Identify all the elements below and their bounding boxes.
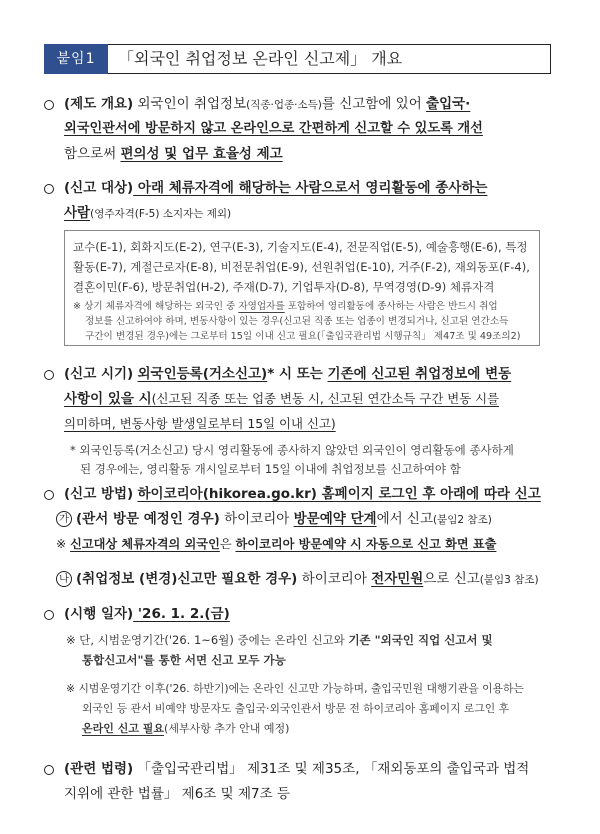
text-span: 「출입국관리법」 제31조 및 제35조, 「재외동포의 출입국과 법적 [133, 761, 530, 777]
emphasis-text: 하이코리아(hikorea.go.kr) 홈페이지 로그인 후 아래에 따라 신고 [137, 486, 541, 502]
text-span: 외국인이 취업정보 [133, 96, 247, 112]
emphasis-text: 기존에 신고된 취업정보에 변동 [327, 366, 512, 382]
method-heading: (신고 방법) [64, 486, 134, 502]
pilot-note-line-1 [66, 631, 493, 649]
method-line-1 [64, 484, 541, 504]
target-line-2 [64, 203, 231, 224]
effective-date-line [64, 604, 230, 624]
text-span: 에서 신고 [376, 511, 434, 527]
effective-date-heading: (시행 일자) [64, 606, 134, 622]
visa-list-line-2: 활동(E-7), 계절근로자(E-8), 비전문취업(E-9), 선원취업(E-10), 거주(F-2), 재외동포(F-4), [73, 260, 530, 274]
circle-bullet-icon [44, 490, 54, 500]
emphasis-text: 출입국· [426, 96, 471, 112]
circle-bullet-icon [44, 370, 54, 380]
law-heading: (관련 법령) [64, 761, 134, 777]
timing-line-2 [64, 389, 499, 409]
text-span: (붙임3 참조) [479, 574, 539, 586]
emphasis-text: 외국인등록(거소신고) [137, 366, 268, 382]
method-option-ga [56, 509, 492, 530]
visa-note-line-1 [73, 299, 498, 314]
post-pilot-note-line-2: 외국인 등 관서 비예약 방문자도 출입국·외국인관서 방문 전 하이코리아 홈페이지 로그인 후 [82, 702, 510, 715]
timing-line-3: 의미하며, 변동사항 발생일로부터 15일 이내 신고) [64, 416, 336, 431]
emphasis-text: 편의성 및 업무 효율성 제고 [120, 146, 283, 162]
law-line-1 [64, 759, 529, 779]
overview-line-1 [64, 94, 470, 115]
emphasis-text: 하이코리아 방문예약 시 자동으로 신고 화면 표출 [235, 537, 497, 551]
text-span: ※ [56, 537, 71, 551]
overview-heading: (제도 개요) [64, 96, 134, 112]
text-span: 은 [219, 537, 236, 551]
visa-list-line-3: 결혼이민(F-6), 방문취업(H-2), 주재(D-7), 기업투자(D-8), 무역경영(D-9) 체류자격 [73, 280, 495, 294]
emphasis-text: 기존 "외국인 직업 신고서 및 [348, 633, 493, 647]
method-note [56, 534, 496, 554]
circle-bullet-icon [44, 100, 54, 110]
overview-line-2: 외국인관서에 방문하지 않고 온라인으로 간편하게 신고할 수 있도록 개선 [64, 121, 483, 136]
text-span: * 시 또는 [267, 366, 328, 382]
section-header [44, 44, 551, 74]
timing-note-line-1: * 외국인등록(거소신고) 당시 영리활동에 종사하지 않았던 외국인이 영리활동에 종사하게 [70, 443, 514, 457]
text-span: 를 신고함에 있어 [321, 96, 427, 112]
visa-status-box [64, 230, 540, 346]
text-span: (세부사항 추가 안내 예정) [164, 722, 290, 735]
target-heading: (신고 대상) [64, 180, 134, 196]
text-span: (붙임2 참조) [433, 514, 492, 526]
emphasis-text: 사항이 있을 시 [64, 391, 152, 407]
target-line-1 [64, 178, 487, 198]
visa-note-line-2: 정보를 신고하여야 하며, 변동사항이 있는 경우(신고된 직종 또는 업종이 변경되거나, 신고된 연간소득 [85, 316, 509, 327]
text-span: (신고된 직종 또는 업종 변동 시, 신고된 연간소득 구간 변동 시를 [151, 391, 500, 406]
option-heading: (취업정보 (변경)신고만 필요한 경우) [76, 571, 298, 587]
option-heading: (관서 방문 예정인 경우) [76, 511, 220, 527]
emphasis-text: 전자민원 [371, 571, 424, 587]
circle-bullet-icon [44, 765, 54, 775]
text-span: (영주자격(F-5) 소지자는 제외) [90, 208, 232, 220]
circle-bullet-icon [44, 184, 54, 194]
law-line-2: 지위에 관한 법률」 제6조 및 제7조 등 [64, 786, 290, 802]
post-pilot-note-line-3 [82, 720, 289, 738]
circle-bullet-icon [44, 610, 54, 620]
text-span: 으로 신고 [423, 571, 480, 587]
text-span: 포함하여 영리활동에 종사하는 사람은 반드시 취업 [284, 301, 498, 312]
timing-line-1 [64, 364, 511, 384]
overview-line-3 [64, 144, 283, 164]
text-span: (직종·업종·소득) [246, 99, 322, 111]
post-pilot-note-line-1: ※ 시범운영기간 이후('26. 하반기)에는 온라인 신고만 가능하며, 출입국민원 대행기관을 이용하는 [66, 682, 524, 695]
attachment-tag: 붙임1 [44, 44, 108, 74]
text-span: 하이코리아 [297, 571, 372, 587]
timing-heading: (신고 시기) [64, 366, 134, 382]
pilot-note-line-2: 통합신고서"를 통한 서면 신고 모두 가능 [82, 653, 286, 667]
circled-letter-na-icon: 나 [56, 571, 72, 587]
circled-letter-ga-icon: 가 [56, 511, 72, 527]
emphasis-text: 온라인 신고 필요 [82, 722, 165, 735]
method-option-na [56, 569, 539, 590]
visa-list-line-1: 교수(E-1), 회화지도(E-2), 연구(E-3), 기술지도(E-4), 전문직업(E-5), 예술흥행(E-6), 특정 [73, 240, 528, 254]
visa-note-line-3: 구간이 변경된 경우)에는 그로부터 15일 이내 신고 필요(「출입국관리법 시행규칙」 제47조 및 49조의2) [85, 331, 521, 342]
emphasis-text: 방문예약 단계 [293, 511, 377, 527]
document-title: 「외국인 취업정보 온라인 신고제」 개요 [108, 44, 551, 74]
text-span: ※ 단, 시범운영기간('26. 1~6월) 중에는 온라인 신고와 [66, 633, 349, 647]
effective-date-value: '26. 1. 2.(금) [133, 606, 230, 622]
emphasis-text: 자영업자를 [238, 301, 285, 312]
text-span: 하이코리아 [219, 511, 294, 527]
emphasis-text: 사람 [64, 205, 91, 221]
emphasis-text: 신고대상 체류자격의 외국인 [70, 537, 220, 551]
text-span: ※ 상기 체류자격에 해당하는 외국인 중 [73, 301, 239, 312]
timing-note-line-2: 된 경우에는, 영리활동 개시일로부터 15일 이내에 취업정보를 신고하여야 함 [80, 462, 461, 476]
emphasis-text: 아래 체류자격에 해당하는 사람으로서 영리활동에 종사하는 [133, 180, 488, 196]
text-span: 함으로써 [64, 146, 121, 162]
